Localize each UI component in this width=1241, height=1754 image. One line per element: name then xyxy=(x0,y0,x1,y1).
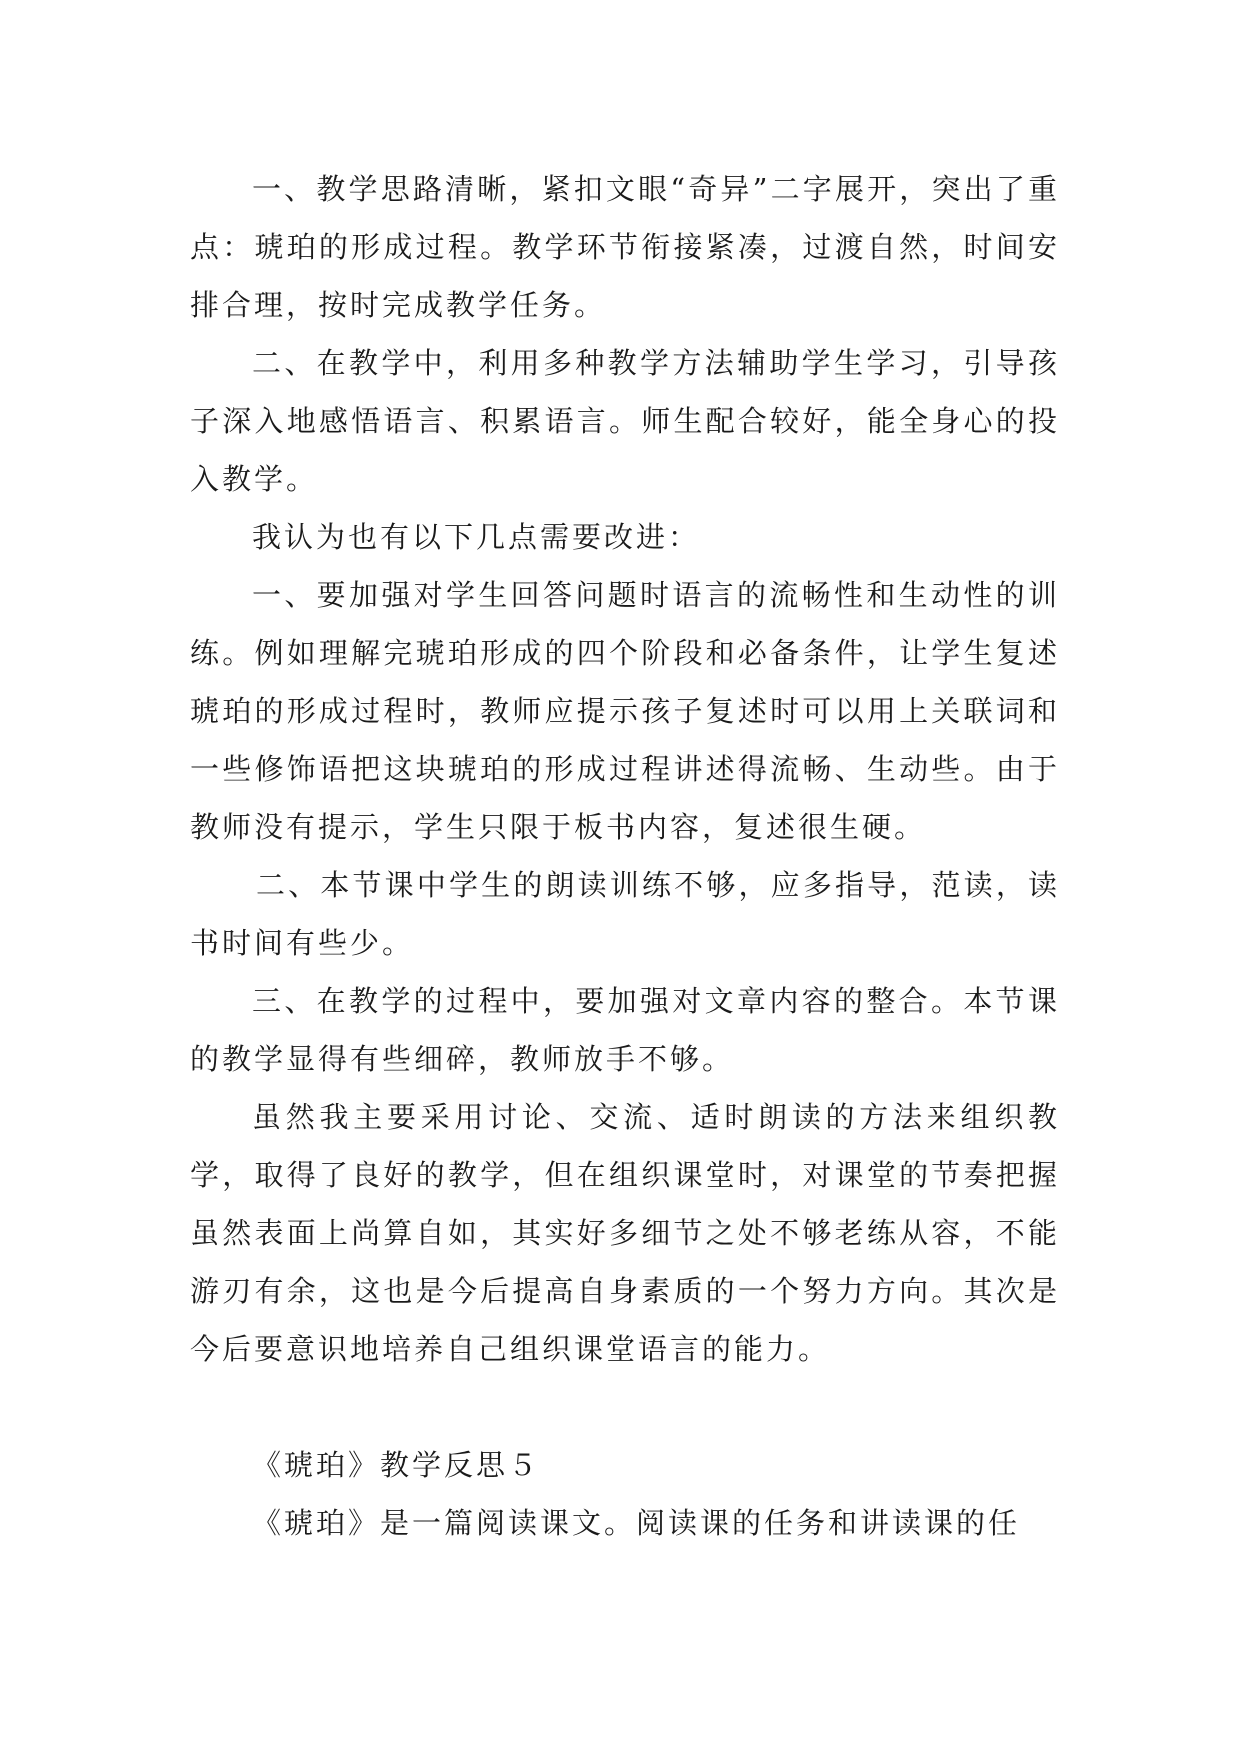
paragraph: 二、本节课中学生的朗读训练不够，应多指导，范读，读书时间有些少。 xyxy=(190,868,1060,960)
paragraph: 我认为也有以下几点需要改进： xyxy=(252,520,701,554)
paragraph: 虽然我主要采用讨论、交流、适时朗读的方法来组织教学，取得了良好的教学，但在组织课堂时，对课堂的节奏把握虽然表面上尚算自如，其实好多细节之处不够老练从容，不能游刃有余，这也是今后提高自身素质的一个努力方向。其次是今后要意识地培养自己组织课堂语言的能力。 xyxy=(190,1100,1060,1366)
paragraph: 《琥珀》是一篇阅读课文。阅读课的任务和讲读课的任 xyxy=(252,1506,1021,1540)
paragraph: 一、教学思路清晰，紧扣文眼“奇异”二字展开，突出了重点：琥珀的形成过程。教学环节衔接紧凑，过渡自然，时间安排合理，按时完成教学任务。 xyxy=(190,172,1060,322)
blank-line xyxy=(190,1378,1060,1436)
paragraph: 一、要加强对学生回答问题时语言的流畅性和生动性的训练。例如理解完琥珀形成的四个阶段和必备条件，让学生复述琥珀的形成过程时，教师应提示孩子复述时可以用上关联词和一些修饰语把这块琥珀的形成过程讲述得流畅、生动些。由于教师没有提示，学生只限于板书内容，复述很生硬。 xyxy=(190,578,1060,844)
document-body xyxy=(190,160,1060,1552)
paragraph: 二、在教学中，利用多种教学方法辅助学生学习，引导孩子深入地感悟语言、积累语言。师生配合较好，能全身心的投入教学。 xyxy=(190,346,1060,496)
paragraph: 三、在教学的过程中，要加强对文章内容的整合。本节课的教学显得有些细碎，教师放手不够。 xyxy=(190,984,1060,1076)
section-heading: 《琥珀》教学反思５ xyxy=(252,1448,541,1482)
